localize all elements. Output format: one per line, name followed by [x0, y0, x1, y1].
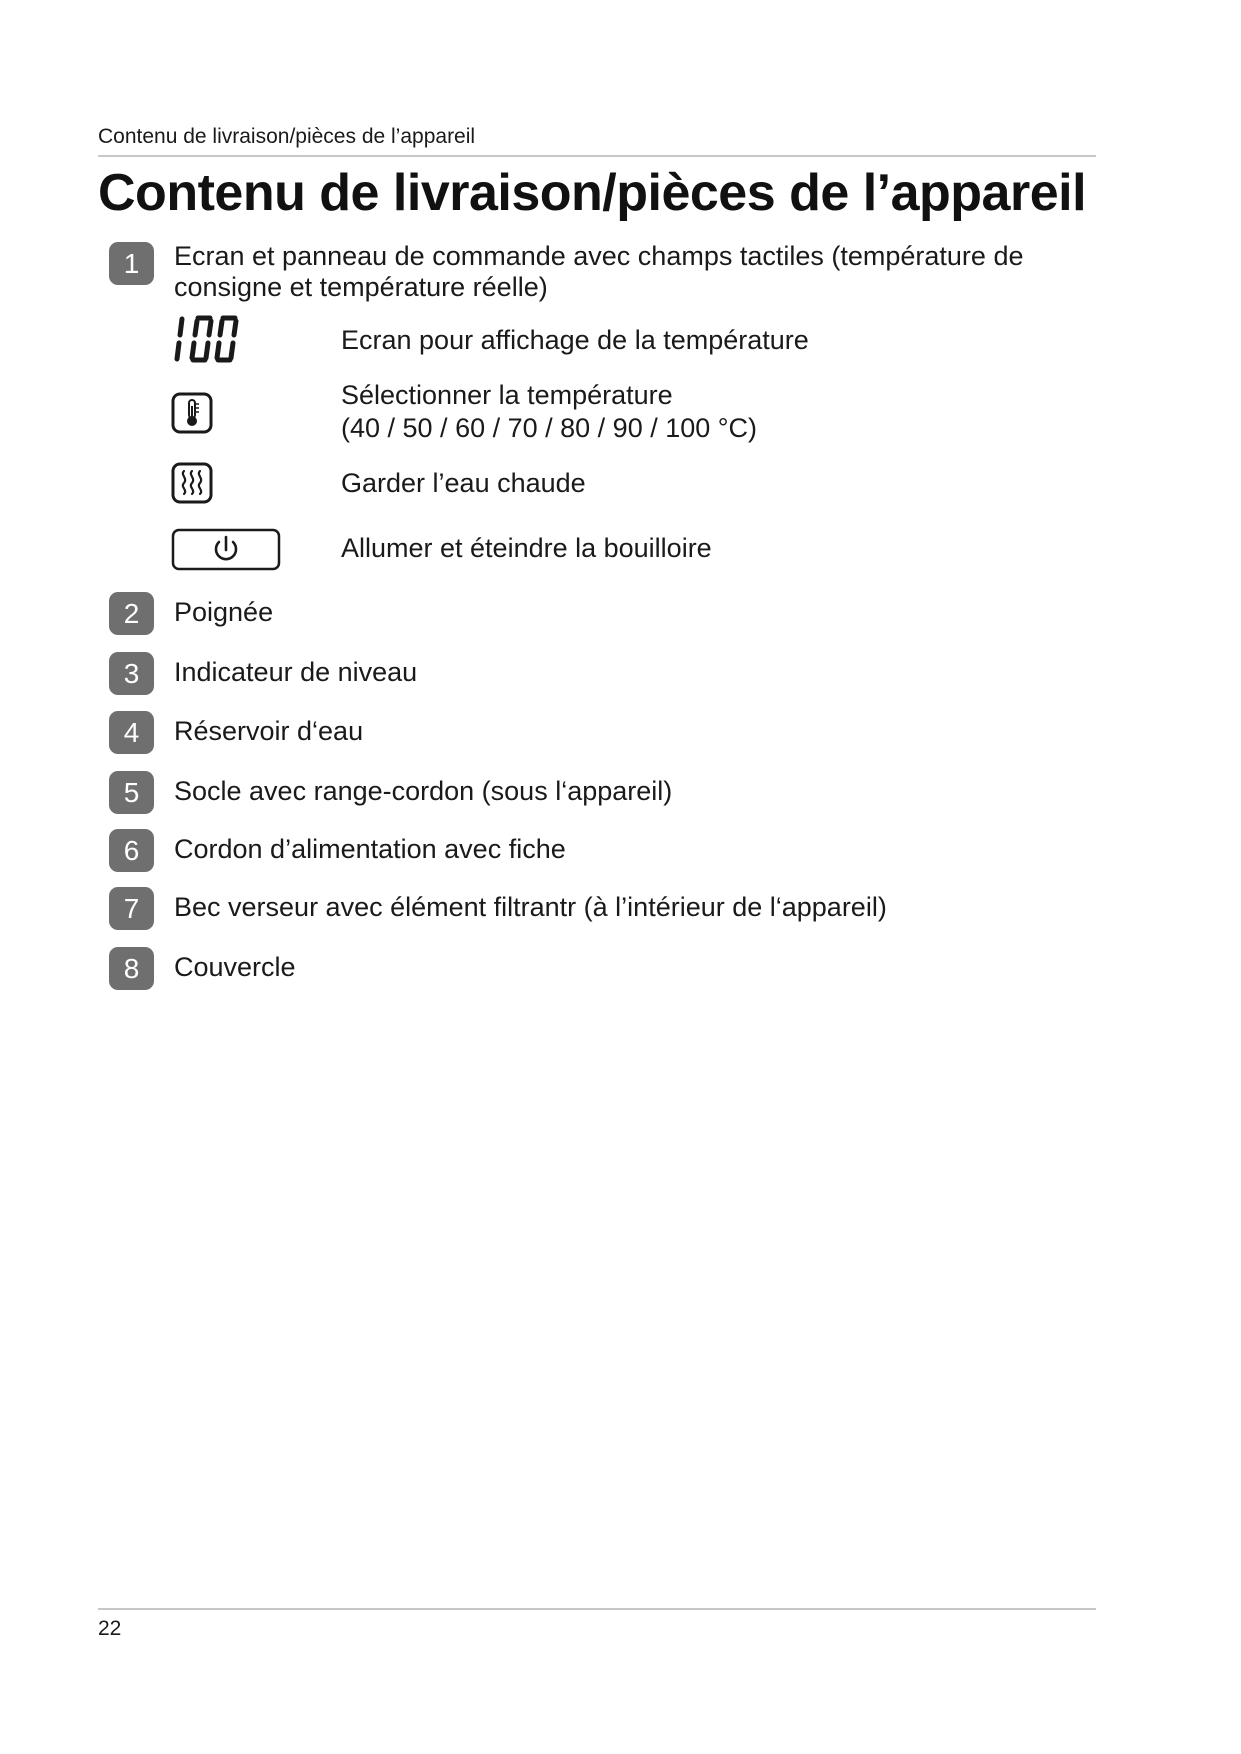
power-label: Allumer et éteindre la bouilloire	[341, 533, 712, 563]
item-number-badge: 2	[109, 592, 154, 635]
footer-divider	[98, 1608, 1096, 1610]
item-label: Cordon d’alimentation avec fiche	[174, 834, 566, 864]
item-number-badge: 7	[109, 887, 154, 930]
item-number-badge: 5	[109, 771, 154, 814]
page-title: Contenu de livraison/pièces de l’appareil	[98, 164, 1087, 222]
page-number: 22	[98, 1617, 122, 1640]
item-label: Socle avec range-cordon (sous l‘appareil)	[174, 776, 673, 806]
item-label: Couvercle	[174, 952, 296, 982]
select-temperature-line: Sélectionner la température	[341, 380, 673, 410]
item-number-badge: 6	[109, 829, 154, 872]
item-label	[174, 241, 1023, 303]
select-temperature-label	[341, 379, 757, 445]
display-value: 100	[208, 344, 210, 345]
keep-warm-icon	[171, 462, 213, 504]
item-number-badge: 3	[109, 652, 154, 695]
item-label: Réservoir d‘eau	[174, 716, 364, 746]
item-label-line: Ecran et panneau de commande avec champs tactiles (température de	[174, 241, 1024, 271]
temperature-options: (40 / 50 / 60 / 70 / 80 / 90 / 100 °C)	[341, 413, 758, 443]
digital-display-icon	[172, 314, 244, 364]
power-icon	[171, 528, 281, 571]
item-label: Indicateur de niveau	[174, 657, 418, 687]
keep-warm-label: Garder l’eau chaude	[341, 468, 586, 498]
item-number-badge: 8	[109, 947, 154, 990]
thermometer-icon	[171, 392, 213, 434]
item-number-badge: 4	[109, 711, 154, 754]
item-label-line: consigne et température réelle)	[174, 272, 548, 302]
display-label: Ecran pour affichage de la température	[341, 325, 809, 355]
item-label: Bec verseur avec élément filtrantr (à l’intérieur de l‘appareil)	[174, 892, 887, 922]
item-label: Poignée	[174, 597, 274, 627]
header-divider	[98, 155, 1096, 157]
running-header: Contenu de livraison/pièces de l’appareil	[98, 125, 476, 148]
item-number-badge: 1	[109, 242, 154, 285]
